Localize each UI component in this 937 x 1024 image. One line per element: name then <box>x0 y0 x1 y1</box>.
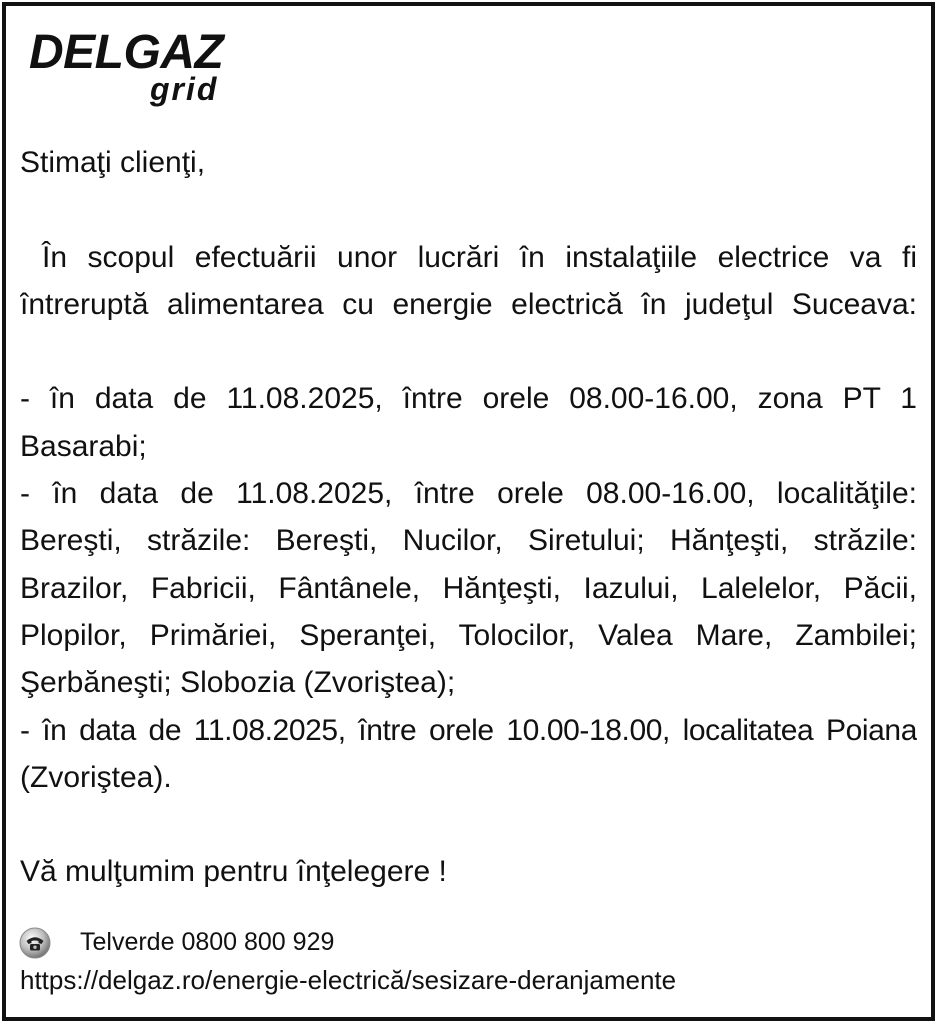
delgaz-logo-grid: grid <box>150 71 219 107</box>
greeting: Stimaţi clienţi, <box>20 146 206 179</box>
phone-icon <box>19 927 51 959</box>
schedule-line: Basarabi; <box>20 429 147 463</box>
schedule-line: Bereşti, străzile: Bereşti, Nucilor, Siretului; Hănţeşti, străzile: <box>20 524 917 558</box>
spacer <box>20 801 917 848</box>
schedule-line: Brazilor, Fabricii, Fântânele, Hănţeşti, Iazului, Lalelelor, Păcii, <box>20 571 917 605</box>
intro-line: În scopul efectuării unor lucrări în instalaţiile electrice va fi <box>42 240 917 274</box>
spacer <box>20 328 917 375</box>
notice-body <box>20 139 917 896</box>
report-url: https://delgaz.ro/energie-electrică/sesizare-deranjamente <box>20 965 677 995</box>
spacer <box>20 186 917 233</box>
closing-text: Vă mulţumim pentru înţelegere ! <box>20 855 447 889</box>
delgaz-logo: DELGAZ <box>29 26 224 79</box>
schedule-line: - în data de 11.08.2025, între orele 08.00-16.00, zona PT 1 <box>20 382 917 416</box>
schedule-line: - în data de 11.08.2025, între orele 10.00-18.00, localitatea Poiana <box>20 713 917 747</box>
intro-line: întreruptă alimentarea cu energie electrică în judeţul Suceava: <box>20 287 917 321</box>
schedule-line: Şerbăneşti; Slobozia (Zvoriştea); <box>20 666 456 700</box>
schedule-line: (Zvoriştea). <box>20 760 172 794</box>
schedule-line: - în data de 11.08.2025, între orele 08.00-16.00, localităţile: <box>20 477 917 511</box>
telverde-number: Telverde 0800 800 929 <box>80 928 335 956</box>
schedule-line: Plopilor, Primăriei, Speranţei, Tolocilor, Valea Mare, Zambilei; <box>20 618 917 652</box>
